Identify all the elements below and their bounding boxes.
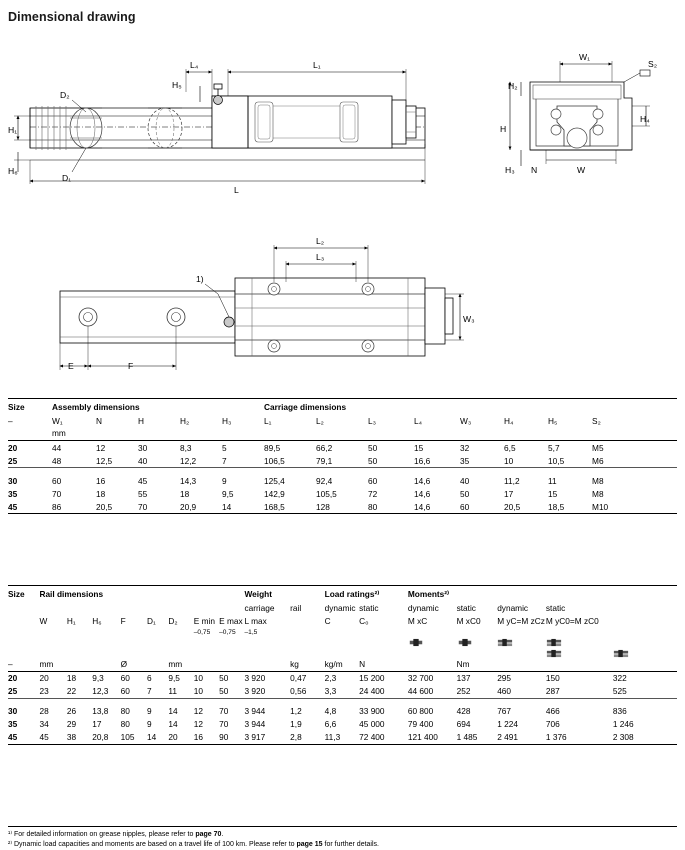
moment-icon-myc-2 (546, 647, 613, 657)
t1-r0-c2: 30 (138, 442, 148, 453)
t1-r1-size: 25 (8, 454, 52, 468)
t2-r0-c14: 295 (497, 673, 512, 684)
t2-r3-c1: 29 (66, 719, 77, 730)
t2-r1-c1: 22 (67, 685, 92, 699)
t1-r2-c0: 60 (52, 475, 62, 486)
t2-col-D2: D₂ (168, 616, 178, 626)
t2-sub-mom-dynamic: dynamic (407, 603, 439, 613)
t1-r3-c0: 70 (52, 488, 62, 499)
t2-col-W: W (39, 616, 48, 626)
t2-unit-Nm: Nm (457, 658, 498, 672)
table1-subheader-row (8, 414, 677, 427)
t2-r4-c0: 45 (39, 731, 66, 745)
t2-r2-c16: 836 (612, 706, 627, 717)
t1-r0-c8: 15 (414, 442, 424, 453)
label-H4: H₄ (640, 114, 650, 124)
t1-r1-c0: 48 (52, 454, 96, 468)
t1-r1-c2: 40 (138, 454, 180, 468)
table2-collabel-row (8, 614, 677, 627)
t2-col-F: F (120, 616, 126, 626)
label-L3: L₃ (316, 252, 325, 262)
t1-col-L2: L₂ (316, 416, 324, 426)
t2-r0-c0: 20 (39, 673, 49, 684)
t1-r0-c0: 44 (52, 442, 62, 453)
table-row (8, 500, 677, 514)
t2-r0-c15: 150 (545, 673, 560, 684)
t2-r4-c12: 121 400 (408, 731, 457, 745)
t2-r2-c9: 1,2 (290, 706, 302, 717)
t2-r1-c2: 12,3 (92, 685, 120, 699)
t2-r0-c7: 50 (219, 673, 229, 684)
t2-r0-c10: 2,3 (324, 673, 337, 684)
t2-r3-c4: 9 (147, 719, 152, 730)
t2-r4-c7: 90 (219, 731, 244, 745)
t1-r1-c4: 7 (222, 454, 264, 468)
t1-r3-c6: 105,5 (316, 488, 337, 499)
t1-r4-c11: 18,5 (548, 500, 592, 514)
t2-col-D1: D₁ (147, 616, 156, 626)
t1-r3-c9: 50 (460, 488, 470, 499)
t1-r4-c8: 14,6 (414, 500, 460, 514)
t2-r0-c1: 18 (66, 673, 77, 684)
t1-r0-c6: 66,2 (316, 442, 333, 453)
t1-h-assembly: Assembly dimensions (52, 399, 264, 415)
t1-col-N: N (96, 416, 102, 426)
t1-r4-c12: M10 (592, 500, 677, 514)
t2-r1-c3: 60 (121, 685, 147, 699)
t2-r3-c0: 34 (39, 719, 49, 730)
t1-r3-c5: 142,9 (264, 488, 285, 499)
t2-r2-c14: 767 (497, 706, 512, 717)
t2-tol-Emin: –0,75 (193, 629, 211, 636)
footnote-2 (8, 840, 677, 850)
t2-h-rail: Rail dimensions (39, 586, 244, 602)
t2-r3-c8: 3 944 (244, 719, 266, 730)
t2-r1-c4: 7 (147, 685, 168, 699)
t2-r4-c14: 2 491 (497, 731, 546, 745)
t2-unit-mm: mm (39, 658, 66, 672)
t2-r4-size: 45 (8, 731, 39, 745)
t2-col-H6: H₆ (92, 616, 102, 626)
t2-r1-c5: 11 (168, 685, 193, 699)
label-W3: W₃ (463, 314, 475, 324)
t1-r3-c8: 14,6 (414, 488, 431, 499)
t1-r0-size: 20 (8, 442, 18, 453)
table-row (8, 474, 677, 487)
t2-r3-c9: 1,9 (290, 719, 302, 730)
moment-icon-myc (497, 637, 546, 647)
t1-r3-c10: 17 (504, 488, 514, 499)
t1-r2-c6: 92,4 (316, 475, 333, 486)
label-W1: W₁ (579, 52, 591, 62)
t1-r2-c9: 40 (460, 475, 470, 486)
t2-r1-c15: 287 (546, 685, 613, 699)
t1-r0-c4: 5 (222, 442, 227, 453)
t2-r3-c10: 6,6 (324, 719, 337, 730)
t2-r2-c3: 80 (120, 706, 130, 717)
t2-r2-c11: 33 900 (359, 706, 385, 717)
t1-r1-c5: 106,5 (264, 454, 316, 468)
footnote-1-post: . (221, 831, 224, 838)
t1-r4-c9: 60 (460, 500, 504, 514)
label-D1: D₁ (62, 173, 72, 183)
t2-tol-Lmax: –1,5 (244, 629, 258, 636)
t2-r4-c10: 11,3 (325, 731, 360, 745)
table2-unit-row (8, 658, 677, 672)
rail-loads-table-wrap (8, 585, 677, 745)
table-row (8, 705, 677, 718)
t2-col-Emax: E max (219, 616, 243, 626)
t2-r1-c13: 252 (457, 685, 498, 699)
t2-col-MyC0: M yC0=M zC0 (545, 616, 599, 626)
t2-r0-c16: 322 (612, 673, 627, 684)
t2-r3-c12: 79 400 (407, 719, 434, 730)
footnotes (8, 826, 677, 850)
t2-r2-c1: 26 (66, 706, 77, 717)
t1-col-H4: H₄ (504, 416, 514, 426)
label-D2: D₂ (60, 90, 70, 100)
moment-icon-myc0-2 (613, 647, 677, 657)
t2-r2-c10: 4,8 (324, 706, 337, 717)
t2-r4-c4: 14 (147, 731, 168, 745)
t2-r2-c2: 13,8 (92, 706, 109, 717)
t2-r0-c4: 6 (147, 673, 152, 684)
t2-col-Lmax: L max (244, 616, 267, 626)
t2-r2-c7: 70 (219, 706, 229, 717)
t1-r4-c5: 168,5 (264, 500, 316, 514)
t2-r2-size: 30 (8, 706, 18, 717)
t1-r2-size: 30 (8, 475, 18, 486)
t2-r0-c13: 137 (456, 673, 471, 684)
t2-sub-mom-static2: static (545, 603, 566, 613)
t1-r2-c1: 16 (96, 475, 106, 486)
t2-r3-c14: 1 224 (497, 719, 518, 730)
t2-r2-c12: 60 800 (407, 706, 434, 717)
t1-r4-c0: 86 (52, 500, 96, 514)
t2-col-C: C (324, 616, 331, 626)
moment-icon-mxc (408, 637, 457, 647)
t1-col-H: H (138, 416, 144, 426)
t2-unit-dia: Ø (121, 658, 147, 672)
t1-h-size: Size (8, 399, 52, 415)
t1-r4-c1: 20,5 (96, 500, 138, 514)
t2-r3-c6: 12 (193, 719, 203, 730)
t2-col-Mxc: M xC (407, 616, 428, 626)
t2-unit-mm2: mm (168, 658, 193, 672)
label-H6: H₆ (8, 166, 18, 176)
table2-subheader-row (8, 601, 677, 614)
t2-h-moments: Moments²⁾ (408, 586, 677, 602)
t1-r1-c10: 10 (504, 454, 548, 468)
table2-header-row (8, 586, 677, 602)
rail-loads-table (8, 585, 677, 745)
footnote-1-pre: ¹⁾ For detailed information on grease nipples, please refer to (8, 831, 196, 838)
label-N: N (531, 165, 538, 175)
t2-sub-load-static: static (359, 603, 379, 613)
t2-sub-weight-rail: rail (290, 603, 302, 613)
label-E: E (68, 361, 74, 371)
footnote-2-pre: ²⁾ Dynamic load capacities and moments are based on a travel life of 100 km. Please refer to (8, 841, 297, 849)
t1-r4-c10: 20,5 (504, 500, 548, 514)
t1-col-L4: L₄ (414, 416, 423, 426)
t2-r1-c11: 24 400 (359, 685, 408, 699)
t1-r1-c1: 12,5 (96, 454, 138, 468)
t1-r2-c11: 11 (548, 475, 557, 486)
t2-r1-c7: 50 (219, 685, 244, 699)
t2-sub-load-dynamic: dynamic (324, 603, 356, 613)
t2-r1-c16: 525 (613, 685, 677, 699)
table2-tolerance-row (8, 627, 677, 637)
t1-r1-c7: 50 (368, 454, 414, 468)
dimensional-drawings (0, 26, 685, 386)
t2-unit-kgm: kg/m (325, 658, 360, 672)
t2-col-Emin: E min (193, 616, 215, 626)
t1-r4-c3: 20,9 (180, 500, 222, 514)
t2-r1-c6: 10 (194, 685, 219, 699)
label-H2: H₂ (508, 81, 518, 91)
t2-r0-c6: 10 (193, 673, 203, 684)
table1-unit-row (8, 427, 677, 441)
t1-r2-c7: 60 (368, 475, 378, 486)
t1-r2-c10: 11,2 (504, 475, 520, 486)
label-L2: L₂ (316, 236, 325, 246)
t1-r1-c11: 10,5 (548, 454, 592, 468)
t2-h-load: Load ratings²⁾ (325, 586, 408, 602)
t2-r1-c14: 460 (497, 685, 546, 699)
label-H5: H₅ (172, 80, 182, 90)
t2-r4-c15: 1 376 (546, 731, 613, 745)
t2-r1-c0: 23 (39, 685, 66, 699)
t1-r1-c6: 79,1 (316, 454, 368, 468)
label-W: W (577, 165, 586, 175)
t2-r4-c5: 20 (168, 731, 193, 745)
t2-r1-c10: 3,3 (325, 685, 360, 699)
t2-r2-c8: 3 944 (244, 706, 266, 717)
moment-icon-mxc0 (457, 637, 498, 647)
t2-r3-size: 35 (8, 719, 18, 730)
t2-col-MyC: M yC=M zCz (497, 616, 545, 626)
table-row (8, 441, 677, 455)
t2-r0-c3: 60 (120, 673, 130, 684)
table-row (8, 731, 677, 745)
t1-r1-c12: M6 (592, 454, 677, 468)
label-L4: L₄ (190, 60, 199, 70)
t1-r3-size: 35 (8, 488, 18, 499)
t2-r2-c0: 28 (39, 706, 49, 717)
table-row (8, 671, 677, 685)
t1-r2-c2: 45 (138, 475, 148, 486)
t2-unit-dash: – (8, 658, 39, 672)
t1-r2-c3: 14,3 (180, 475, 197, 486)
t2-r4-c9: 2,8 (290, 731, 325, 745)
t1-r4-size: 45 (8, 500, 52, 514)
t2-r1-c8: 3 920 (244, 685, 290, 699)
table2-icon-row2 (8, 647, 677, 657)
t1-r0-c7: 50 (368, 442, 378, 453)
t2-r3-c2: 17 (92, 719, 102, 730)
t2-r3-c7: 70 (219, 719, 229, 730)
t2-unit-kg: kg (290, 658, 325, 672)
t1-col-H2: H₂ (180, 416, 190, 426)
t1-r4-c4: 14 (222, 500, 264, 514)
t2-unit-N: N (359, 658, 408, 672)
t1-r2-c12: M8 (592, 475, 604, 486)
t2-sub-mom-static: static (456, 603, 476, 613)
t1-r0-c3: 8,3 (180, 442, 192, 453)
t1-r2-c5: 125,4 (264, 475, 285, 486)
table2-icon-row (8, 637, 677, 647)
t1-col-S2: S₂ (592, 416, 601, 426)
t2-r4-c1: 38 (67, 731, 92, 745)
t1-r3-c4: 9,5 (222, 488, 234, 499)
t1-dash: – (8, 416, 13, 426)
t1-r0-c9: 32 (460, 442, 470, 453)
t2-sub-mom-dynamic2: dynamic (497, 603, 529, 613)
t1-r4-c6: 128 (316, 500, 368, 514)
t2-r4-c6: 16 (194, 731, 219, 745)
table-row (8, 685, 677, 699)
t1-col-L1: L₁ (264, 416, 272, 426)
assembly-carriage-table (8, 398, 677, 514)
drawing-svg (0, 26, 685, 386)
t2-r0-c12: 32 700 (407, 673, 434, 684)
table-row (8, 454, 677, 468)
t2-r3-c16: 1 246 (612, 719, 634, 730)
t1-r2-c8: 14,6 (414, 475, 431, 486)
t1-r1-c9: 35 (460, 454, 504, 468)
t2-r4-c8: 3 917 (244, 731, 290, 745)
t2-r3-c5: 14 (168, 719, 178, 730)
t1-col-H5: H₅ (548, 416, 558, 426)
t1-r0-c5: 89,5 (264, 442, 281, 453)
t1-col-W3: W₃ (460, 416, 472, 426)
footnote-2-link: page 15 (296, 841, 323, 849)
t2-r0-c9: 0,47 (290, 673, 307, 684)
label-L1: L₁ (313, 60, 321, 70)
label-S2: S₂ (648, 59, 658, 69)
t2-r3-c3: 80 (120, 719, 130, 730)
table-row (8, 487, 677, 500)
t1-col-W1: W₁ (52, 416, 63, 426)
t2-col-C0: C₀ (359, 616, 369, 626)
footnote-1 (8, 830, 677, 840)
table1-header-row (8, 399, 677, 415)
t1-r3-c7: 72 (368, 488, 378, 499)
t2-r4-c13: 1 485 (457, 731, 498, 745)
t2-r1-size: 25 (8, 685, 39, 699)
moment-icon-myc0 (546, 637, 613, 647)
t1-r3-c2: 55 (138, 488, 148, 499)
t1-r0-c11: 5,7 (548, 442, 560, 453)
t2-r0-c5: 9,5 (168, 673, 180, 684)
t2-r2-c13: 428 (456, 706, 471, 717)
t1-r3-c1: 18 (96, 488, 106, 499)
t2-r3-c11: 45 000 (359, 719, 385, 730)
t1-unit-mm: mm (52, 427, 96, 441)
t1-h-carriage: Carriage dimensions (264, 399, 677, 415)
t2-r0-c8: 3 920 (244, 673, 266, 684)
t1-r0-c12: M5 (592, 442, 604, 453)
t2-h-weight: Weight (244, 586, 324, 602)
label-F: F (128, 361, 134, 371)
label-H3: H₃ (505, 165, 515, 175)
t2-r4-c3: 105 (121, 731, 147, 745)
t1-r1-c8: 16,6 (414, 454, 460, 468)
footnote-1-link: page 70 (195, 831, 222, 838)
t2-r4-c2: 20,8 (92, 731, 120, 745)
footnote-2-post: for further details. (322, 841, 379, 849)
t1-r4-c7: 80 (368, 500, 414, 514)
page-title: Dimensional drawing (8, 10, 136, 24)
t2-r3-c15: 706 (545, 719, 560, 730)
t2-r2-c15: 466 (545, 706, 560, 717)
t2-r4-c11: 72 400 (359, 731, 408, 745)
t1-r3-c11: 15 (548, 488, 558, 499)
t1-col-L3: L₃ (368, 416, 377, 426)
t1-r0-c1: 12 (96, 442, 106, 453)
t1-r2-c4: 9 (222, 475, 227, 486)
t2-r0-c2: 9,3 (92, 673, 104, 684)
label-L: L (234, 185, 239, 195)
label-H: H (500, 124, 507, 134)
t2-r3-c13: 694 (456, 719, 471, 730)
t2-col-H1: H₁ (66, 616, 76, 626)
label-H1: H₁ (8, 125, 18, 135)
t2-r0-size: 20 (8, 673, 18, 684)
t2-r1-c12: 44 600 (408, 685, 457, 699)
table-row (8, 718, 677, 731)
t1-r1-c3: 12,2 (180, 454, 222, 468)
t1-col-H3: H₃ (222, 416, 232, 426)
t2-r4-c16: 2 308 (613, 731, 677, 745)
t2-r2-c6: 12 (193, 706, 203, 717)
t1-r4-c2: 70 (138, 500, 180, 514)
t2-sub-weight-carriage: carriage (244, 603, 275, 613)
t2-tol-Emax: –0,75 (219, 629, 236, 636)
t2-r2-c4: 9 (147, 706, 152, 717)
assembly-carriage-table-wrap (8, 398, 677, 514)
t2-r2-c5: 14 (168, 706, 178, 717)
t1-r3-c12: M8 (592, 488, 604, 499)
t1-r0-c10: 6,5 (504, 442, 516, 453)
t2-r1-c9: 0,56 (290, 685, 325, 699)
t2-r0-c11: 15 200 (359, 673, 385, 684)
t1-r3-c3: 18 (180, 488, 190, 499)
label-note-ref: 1) (196, 274, 204, 284)
t2-h-size: Size (8, 586, 39, 602)
t2-col-MxC0: M xC0 (456, 616, 481, 626)
